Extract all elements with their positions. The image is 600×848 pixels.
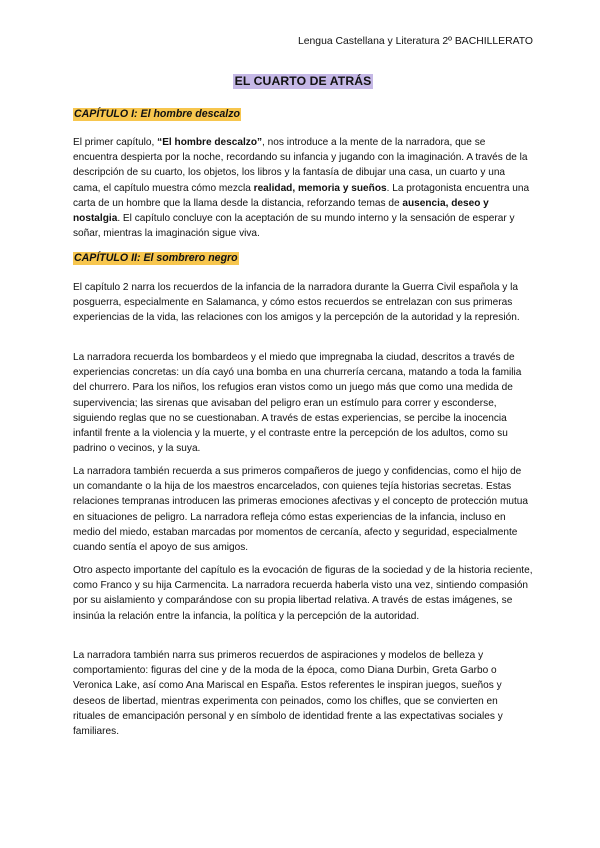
text-segment: , nos introduce a la mente de la narradora, que se encuentra despierta por la noche, recordando su infancia y jugando con la imaginación. A través de la descripción de su cuarto, los objetos, los libros y la fantasía de dibujar una casa, un cuarto y una cama, el capítulo muestra cómo mezcla <box>73 137 528 194</box>
chapter-2-paragraph-5 <box>73 648 533 739</box>
chapter-2-paragraph-1 <box>73 280 533 326</box>
text-segment: El capítulo 2 narra los recuerdos de la infancia de la narradora durante la Guerra Civil española y la posguerra, especialmente en Salamanca, y cómo estos recuerdos se entrelazan con sus primeras experiencias de la vida, las relaciones con los amigos y la percepción de la autoridad y la represión. <box>73 282 520 324</box>
chapter-1-paragraph-1 <box>73 135 533 241</box>
chapter-2-paragraph-2 <box>73 350 533 456</box>
bold-text-segment: “El hombre descalzo” <box>157 137 263 148</box>
text-segment: El primer capítulo, <box>73 137 158 148</box>
text-segment: . La protagonista encuentra una carta de un hombre que la llama desde la distancia, reforzando temas de <box>73 182 530 209</box>
text-segment: . El capítulo concluye con la aceptación de su mundo interno y la sensación de esperar y soñar, mientras la imaginación sigue viva. <box>73 213 515 240</box>
title-wrapper <box>73 72 533 90</box>
document-title: EL CUARTO DE ATRÁS <box>234 74 372 88</box>
bold-text-segment: realidad, memoria y sueños <box>253 182 387 194</box>
text-segment: Otro aspecto importante del capítulo es la evocación de figuras de la sociedad y de la historia reciente, como Franco y su hija Carmencita. La narradora recuerda haberla visto una vez, sintiendo compasión por su aislamiento y comparándose con su propia libertad relativa. A través de estas imágenes, se insinúa la relación entre la infancia, la política y la percepción de la autoridad. <box>73 565 533 622</box>
chapter-2-paragraph-3 <box>73 464 533 555</box>
course-header: Lengua Castellana y Literatura 2º BACHILLERATO <box>297 36 533 47</box>
text-segment: La narradora también narra sus primeros recuerdos de aspiraciones y modelos de belleza y comportamiento: figuras del cine y de la moda de la época, como Diana Durbin, Greta Garbo o Veronica Lake, así como Ana Mariscal en España. Estos referentes le inspiran juegos, sueños y deseos de libertad, mientras experimenta con peinados, como los chifles, que se convierten en rituales de emancipación personal y en símbolo de identidad frente a las expectativas sociales y familiares. <box>73 650 503 738</box>
chapter-1-heading: CAPÍTULO I: El hombre descalzo <box>74 108 240 120</box>
chapter-2-heading: CAPÍTULO II: El sombrero negro <box>74 252 238 264</box>
text-segment: La narradora también recuerda a sus primeros compañeros de juego y confidencias, como el hijo de un comandante o la hija de los maestros encarcelados, con quienes tejía historias secretas. Estas relaciones tempranas introducen las primeras emociones afectivas y el concepto de protección mutua en situaciones de peligro. La narradora refleja cómo estas experiencias de la infancia, incluso en medio del miedo, estaban marcadas por momentos de cercanía, afecto y seguridad, especialmente cuando sentía el apoyo de sus amigos. <box>73 466 529 554</box>
chapter-2-paragraph-4 <box>73 563 533 624</box>
text-segment: La narradora recuerda los bombardeos y el miedo que impregnaba la ciudad, descritos a través de experiencias concretas: un día cayó una bomba en una churrería cercana, matando a toda la familia del churrero. Para los niños, los refugios eran vistos como un juego más que como una medida de supervivencia; las sirenas que avisaban del peligro eran un estímulo para correr y esconderse, siguiendo reglas que no se cuestionaban. A través de estas experiencias, se percibe la inocencia infantil frente a la violencia y la muerte, y el contraste entre la percepción de los adultos, como su padrino o vecinos, y la suya. <box>73 352 522 455</box>
bold-text-segment: ausencia, deseo y nostalgia <box>73 197 489 225</box>
